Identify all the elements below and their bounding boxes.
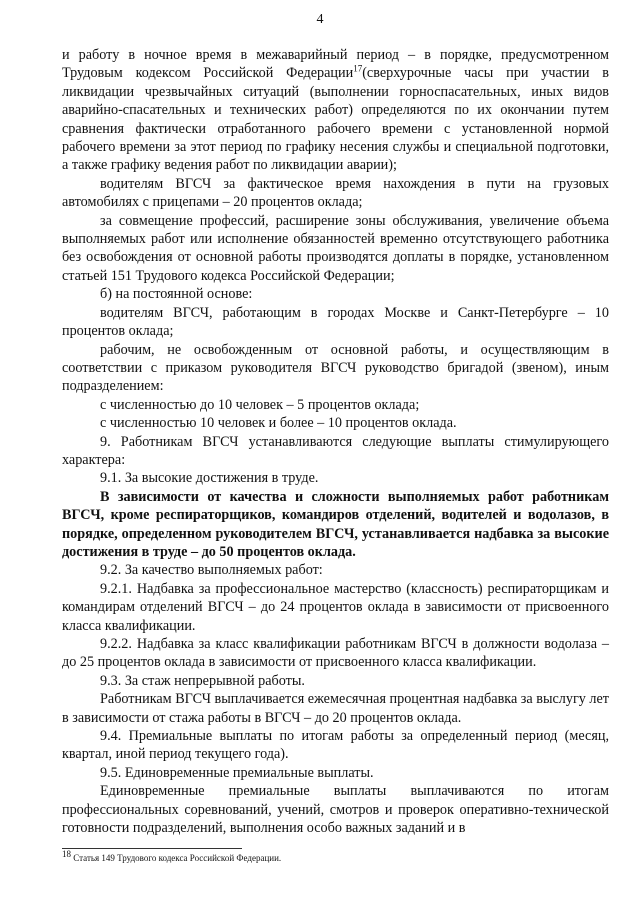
paragraph: 9.2.2. Надбавка за класс квалификации работникам ВГСЧ в должности водолаза – до 25 процентов оклада в зависимости от присвоенного класса квалификации. bbox=[62, 636, 609, 671]
paragraph: 9.4. Премиальные выплаты по итогам работы за определенный период (месяц, квартал, иной период текущего года). bbox=[62, 728, 609, 763]
page-number: 4 bbox=[316, 12, 324, 27]
paragraph: В зависимости от качества и сложности выполняемых работ работникам ВГСЧ, кроме респираторщиков, командиров отделений, водителей и водолазов, в порядке, определенном руководителем ВГСЧ, устанавливается надбавка за высокие достижения в труде – до 50 процентов оклада. bbox=[62, 488, 609, 560]
paragraph-text: и работу в ночное время в межаварийный период – в порядке, предусмотренном Трудовым кодексом Российской Федерации bbox=[62, 47, 609, 82]
paragraph: 9.1. За высокие достижения в труде. bbox=[100, 470, 319, 487]
paragraph: с численностью до 10 человек – 5 процентов оклада; bbox=[100, 396, 420, 413]
paragraph: б) на постоянной основе: bbox=[100, 286, 253, 303]
paragraph bbox=[62, 46, 609, 175]
paragraph-continuation: (сверхурочные часы при участии в ликвидации чрезвычайных ситуаций (выполнении горноспасательных, иных видов аварийно-спасательных и технических работ) определяются по их окончании путем сравнения фактически отработанного рабочего времени с установленной нормой рабочего времени за этот период по графику несения службы и специальной подготовки, а также графику ведения работ по ликвидации аварии); bbox=[62, 65, 610, 174]
paragraph: Работникам ВГСЧ выплачивается ежемесячная процентная надбавка за выслугу лет в зависимости от стажа работы в ВГСЧ – до 20 процентов оклада. bbox=[62, 691, 609, 726]
paragraph: 9.2. За качество выполняемых работ: bbox=[100, 562, 323, 579]
paragraph: Единовременные премиальные выплаты выплачиваются по итогам профессиональных соревнований, учений, смотров и проверок оперативно-технической готовности подразделений, выполнения особо важных заданий и в bbox=[62, 783, 609, 837]
paragraph: за совмещение профессий, расширение зоны обслуживания, увеличение объема выполняемых работ или исполнение обязанностей временно отсутствующего работника без освобождения от основной работы производятся доплаты в порядке, установленном статьей 151 Трудового кодекса Российской Федерации; bbox=[62, 212, 609, 284]
paragraph: 9.2.1. Надбавка за профессиональное мастерство (классность) респираторщикам и командирам отделений ВГСЧ – до 24 процентов оклада в зависимости от присвоенного класса квалификации. bbox=[62, 580, 609, 634]
footnote-ref: 17 bbox=[353, 63, 363, 74]
paragraph: с численностью 10 человек и более – 10 процентов оклада. bbox=[100, 415, 457, 432]
paragraph: 9.3. За стаж непрерывной работы. bbox=[100, 672, 305, 689]
footnote-text: Статья 149 Трудового кодекса Российской Федерации. bbox=[71, 853, 282, 863]
document-body bbox=[62, 46, 609, 837]
paragraph: 9. Работникам ВГСЧ устанавливаются следующие выплаты стимулирующего характера: bbox=[62, 433, 609, 468]
paragraph: рабочим, не освобожденным от основной работы, и осуществляющим в соответствии с приказом руководителя ВГСЧ руководство бригадой (звеном), иным подразделением: bbox=[62, 341, 609, 395]
footnote bbox=[62, 849, 609, 864]
paragraph: водителям ВГСЧ за фактическое время нахождения в пути на грузовых автомобилях с прицепами – 20 процентов оклада; bbox=[62, 175, 609, 211]
paragraph: водителям ВГСЧ, работающим в городах Москве и Санкт-Петербурге – 10 процентов оклада; bbox=[62, 304, 609, 340]
footnote-divider bbox=[62, 848, 242, 849]
footnote-number: 18 bbox=[62, 849, 71, 859]
paragraph: 9.5. Единовременные премиальные выплаты. bbox=[100, 764, 374, 781]
